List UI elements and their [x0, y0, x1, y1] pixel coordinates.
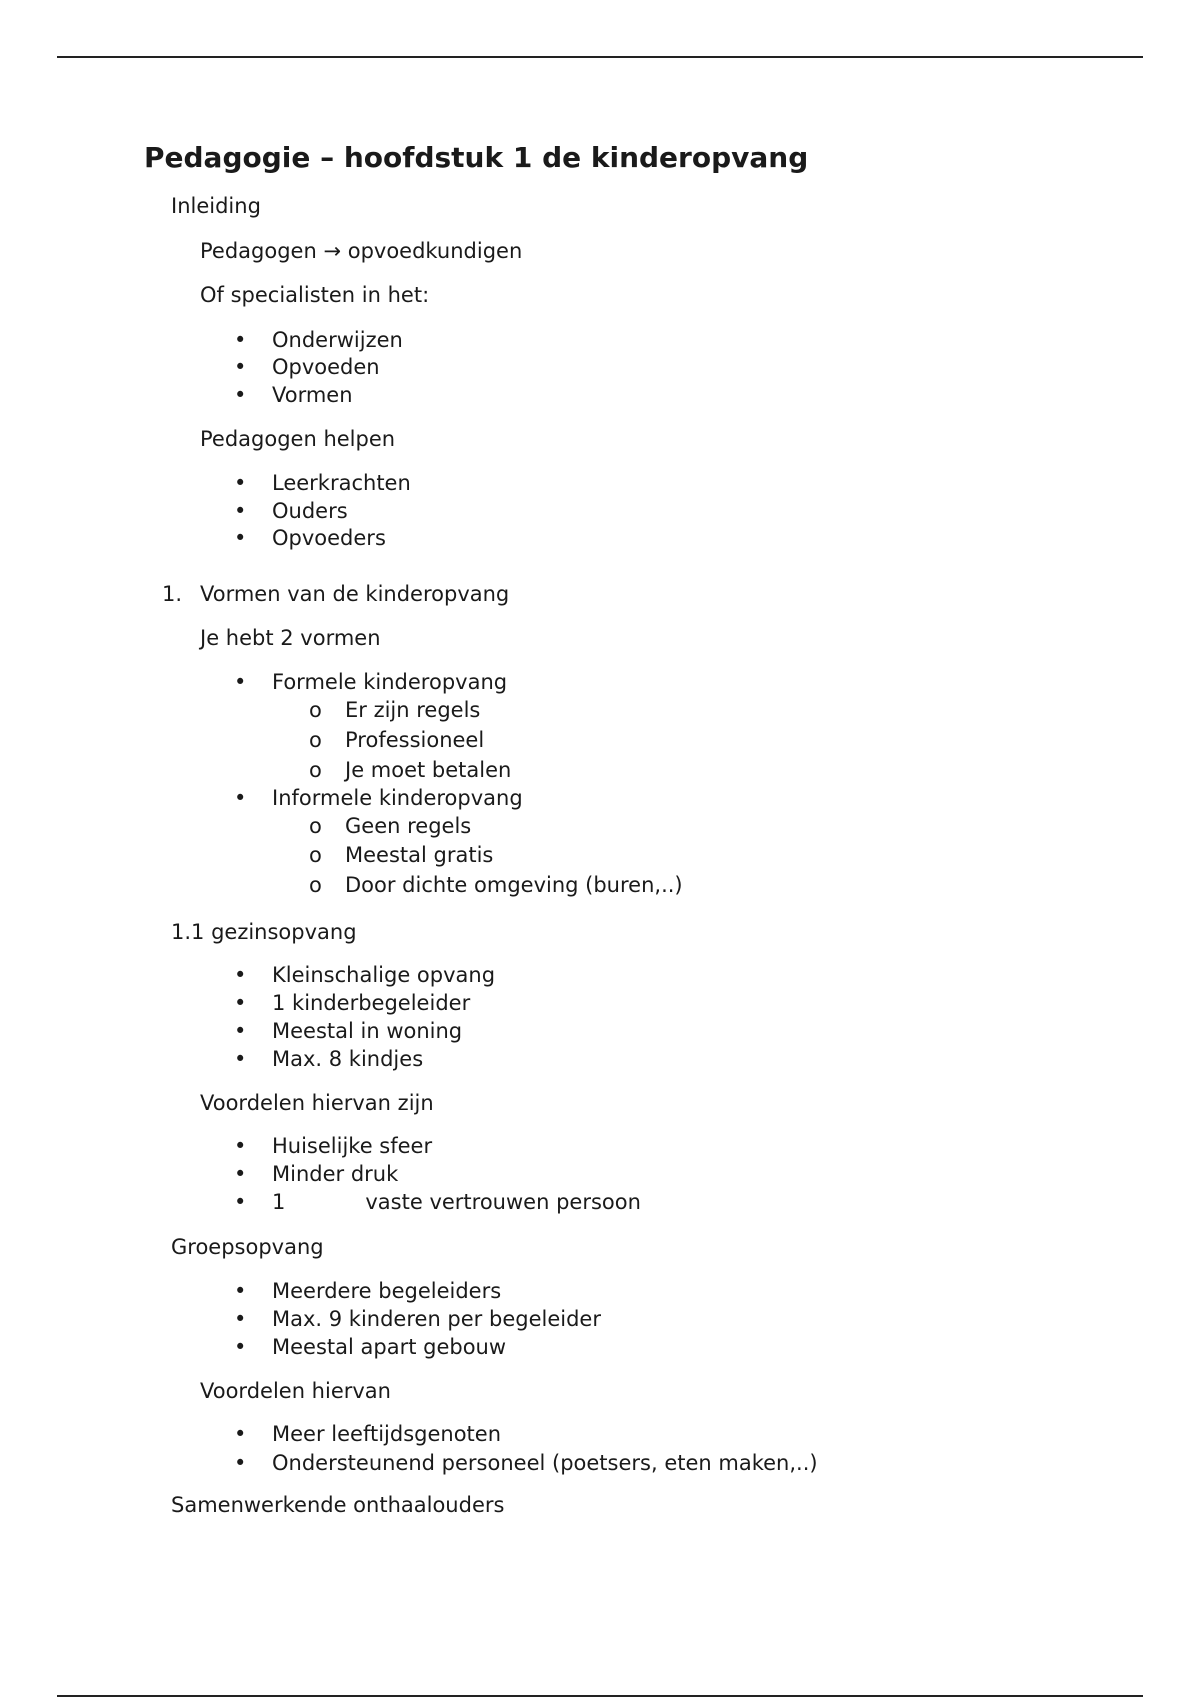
section-1-line-1: Je hebt 2 vormen — [200, 626, 381, 650]
groep-advantages-heading: Voordelen hiervan — [200, 1379, 391, 1403]
bullet-marker: • — [234, 355, 247, 379]
list-item: • Meer leeftijdsgenoten — [234, 1422, 502, 1446]
section-1-1-heading: 1.1 gezinsopvang — [171, 920, 357, 944]
sub-list-item: o Professioneel — [309, 728, 485, 752]
bullet-marker: • — [234, 1190, 247, 1214]
sub-list-item: o Meestal gratis — [309, 843, 494, 867]
bottom-rule — [57, 1695, 1143, 1697]
sub-list-item: o Door dichte omgeving (buren,..) — [309, 873, 683, 897]
list-item: • Minder druk — [234, 1162, 399, 1186]
list-item: • Meestal apart gebouw — [234, 1335, 507, 1359]
bullet-marker: • — [234, 1134, 247, 1158]
list-item: • Vormen — [234, 383, 353, 407]
sub-marker: o — [309, 873, 322, 897]
bullet-marker: • — [234, 471, 247, 495]
section-number: 1. — [162, 582, 183, 606]
samenwerkende-heading: Samenwerkende onthaalouders — [171, 1493, 505, 1517]
list-item: • Meerdere begeleiders — [234, 1279, 502, 1303]
list-item: • 1 kinderbegeleider — [234, 991, 471, 1015]
list-item: • Max. 9 kinderen per begeleider — [234, 1307, 601, 1331]
bullet-marker: • — [234, 1162, 247, 1186]
list-item: • Formele kinderopvang — [234, 670, 508, 694]
bullet-marker: • — [234, 383, 247, 407]
sub-list-item: o Je moet betalen — [309, 758, 512, 782]
list-item: • Informele kinderopvang — [234, 786, 523, 810]
bullet-marker: • — [234, 328, 247, 352]
intro-line-3: Pedagogen helpen — [200, 427, 396, 451]
sub-marker: o — [309, 814, 322, 838]
list-item: • Meestal in woning — [234, 1019, 463, 1043]
bullet-marker: • — [234, 991, 247, 1015]
bullet-marker: • — [234, 1335, 247, 1359]
bullet-marker: • — [234, 1279, 247, 1303]
list-item: • 1 vaste vertrouwen persoon — [234, 1190, 641, 1214]
sub-marker: o — [309, 843, 322, 867]
section-1-heading: 1. Vormen van de kinderopvang — [162, 582, 510, 606]
top-rule — [57, 56, 1143, 58]
list-item: • Ondersteunend personeel (poetsers, eten maken,..) — [234, 1451, 818, 1475]
groepsopvang-heading: Groepsopvang — [171, 1235, 324, 1259]
bullet-marker: • — [234, 499, 247, 523]
list-item: • Onderwijzen — [234, 328, 403, 352]
bullet-marker: • — [234, 1307, 247, 1331]
advantages-heading: Voordelen hiervan zijn — [200, 1091, 434, 1115]
intro-line-1: Pedagogen → opvoedkundigen — [200, 239, 523, 263]
bullet-marker: • — [234, 1422, 247, 1446]
list-item: • Leerkrachten — [234, 471, 411, 495]
sub-list-item: o Geen regels — [309, 814, 472, 838]
list-item: • Kleinschalige opvang — [234, 963, 496, 987]
bullet-marker: • — [234, 786, 247, 810]
list-item: • Huiselijke sfeer — [234, 1134, 433, 1158]
sub-list-item: o Er zijn regels — [309, 698, 481, 722]
bullet-marker: • — [234, 1047, 247, 1071]
list-item: • Ouders — [234, 499, 348, 523]
list-item: • Opvoeden — [234, 355, 380, 379]
sub-marker: o — [309, 728, 322, 752]
list-item: • Max. 8 kindjes — [234, 1047, 424, 1071]
intro-heading: Inleiding — [171, 194, 261, 218]
page-title: Pedagogie – hoofdstuk 1 de kinderopvang — [144, 141, 809, 174]
sub-marker: o — [309, 698, 322, 722]
intro-line-2: Of specialisten in het: — [200, 283, 430, 307]
bullet-marker: • — [234, 526, 247, 550]
bullet-marker: • — [234, 670, 247, 694]
bullet-marker: • — [234, 1451, 247, 1475]
bullet-marker: • — [234, 963, 247, 987]
sub-marker: o — [309, 758, 322, 782]
bullet-marker: • — [234, 1019, 247, 1043]
list-item: • Opvoeders — [234, 526, 386, 550]
